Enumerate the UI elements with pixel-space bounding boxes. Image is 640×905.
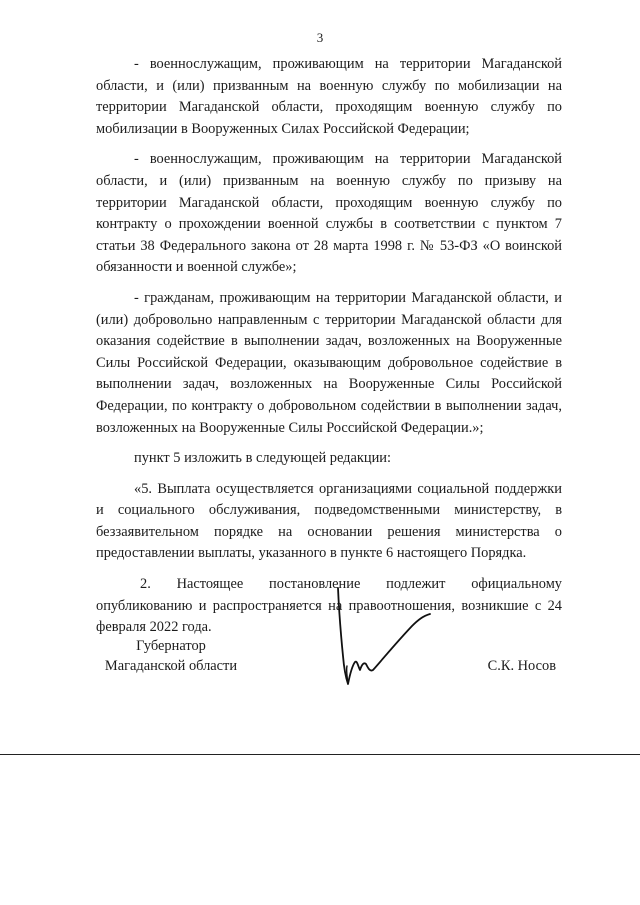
document-body [96,54,562,648]
governor-title-line2: Магаданской области [104,658,238,674]
bottom-divider [0,754,640,755]
handwritten-signature [330,586,440,696]
signature-block [0,636,640,716]
paragraph-military-mobilization: - военнослужащим, проживающим на территории Магаданской области, и (или) призванным на военную службу по мобилизации на территории Магаданской области, проходящим военную службу по мобилизации в Вооруженных Силах Российской Федерации; [96,56,562,137]
governor-title [96,636,246,676]
paragraph-point2: 2. Настоящее постановление подлежит официальному опубликованию и распространяется на правоотношения, возникшие с 24 февраля 2022 года. [96,576,562,636]
paragraph-military-contract: - военнослужащим, проживающим на территории Магаданской области, и (или) призванным на военную службу по призыву на территории Магаданской области, проходящим военную службу по контракту о прохождении военной службы в соответствии с пунктом 7 статьи 38 Федерального закона от 28 марта 1998 г. № 53-ФЗ «О воинской обязанности и военной службе»; [96,151,562,276]
paragraph-item5-intro: пункт 5 изложить в следующей редакции: [134,450,391,467]
paragraph-item5-text: «5. Выплата осуществляется организациями социальной поддержки и социального обслуживания, подведомственными министерству, в беззаявительном порядке на основании решения министерства о предоставлении выплаты, указанного в пункте 6 настоящего Порядка. [96,480,562,562]
page-number: 3 [316,30,324,45]
paragraph-volunteers: - гражданам, проживающим на территории Магаданской области, и (или) добровольно направленным с территории Магаданской области для оказания содействие в выполнении задач, возложенных на Вооруженные Силы Российской Федерации, оказывающим добровольное содействие в выполнении задач, возложенных на Вооруженные Силы Российской Федерации, по контракту о добровольном содействии в выполнении задач, возложенных на Вооруженные Силы Российской Федерации.»; [96,289,562,436]
governor-name: С.К. Носов [487,658,556,674]
governor-title-line1: Губернатор [136,638,206,654]
